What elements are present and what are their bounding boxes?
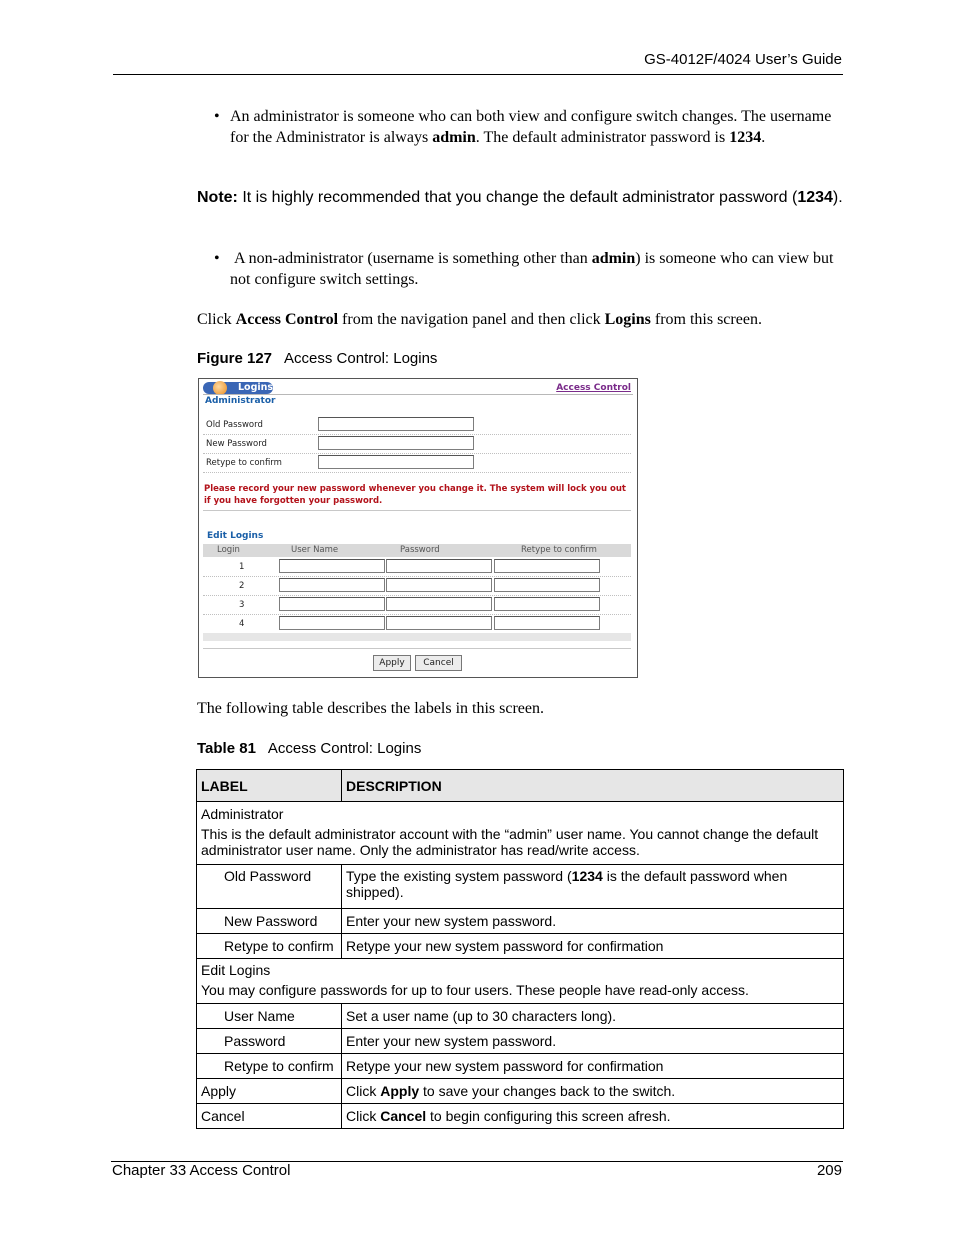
bullet-text: . The default administrator password is: [475, 128, 730, 146]
bullet-text: .: [761, 128, 766, 146]
logins-tab-label: Logins: [238, 382, 274, 393]
new-password-input[interactable]: [318, 436, 474, 450]
intro-text: Click: [197, 311, 236, 328]
retype-confirm-input[interactable]: [318, 455, 474, 469]
logins-tab-icon: [213, 381, 227, 395]
footer-chapter: Chapter 33 Access Control: [112, 1162, 291, 1179]
user-name-input[interactable]: [279, 578, 385, 592]
row-label: User Name: [197, 1004, 342, 1029]
table-row: [197, 865, 844, 909]
password-input[interactable]: [386, 616, 492, 630]
table-row: [197, 1004, 844, 1029]
description-text: to save your changes back to the switch.: [419, 1083, 676, 1099]
bullet-bold: admin: [591, 250, 636, 267]
table-caption: [197, 740, 421, 757]
note-text: ).: [832, 189, 843, 206]
description-text: is the default password when shipped).: [346, 868, 788, 900]
row-divider: [203, 595, 631, 596]
intro-text: from the navigation panel and then click: [338, 311, 605, 328]
col-login: Login: [217, 545, 240, 555]
row-divider: [203, 434, 631, 435]
col-retype: Retype to confirm: [521, 545, 597, 555]
col-user-name: User Name: [291, 545, 339, 555]
retype-password-input[interactable]: [494, 616, 600, 630]
table-row: [197, 959, 844, 1004]
table-row: [197, 1104, 844, 1129]
col-password: Password: [400, 545, 440, 555]
description-text: Click: [346, 1083, 381, 1099]
description-text: Type the existing system password (: [346, 868, 572, 884]
logins-screen-figure: [198, 378, 638, 678]
user-name-input[interactable]: [279, 559, 385, 573]
logins-table-header: [203, 544, 631, 557]
bullet-text: A non-administrator (username is something other than: [234, 250, 592, 267]
login-row-number: 4: [239, 619, 245, 629]
login-row-number: 2: [239, 581, 245, 591]
row-label: Old Password: [197, 865, 342, 909]
note-label: Note:: [197, 189, 238, 206]
header-label: LABEL: [197, 770, 342, 802]
footer-page-number: 209: [816, 1162, 842, 1179]
row-divider: [203, 453, 631, 454]
new-password-label: New Password: [206, 439, 267, 449]
note-text: It is highly recommended that you change the default administrator password (: [242, 189, 798, 206]
row-label: New Password: [197, 909, 342, 934]
administrator-heading: Administrator: [201, 806, 284, 822]
table-row: [197, 1029, 844, 1054]
row-description: Retype your new system password for confirmation: [342, 934, 844, 959]
retype-password-input[interactable]: [494, 559, 600, 573]
row-label: Retype to confirm: [197, 1054, 342, 1079]
old-password-input[interactable]: [318, 417, 474, 431]
bullet-nonadmin-text: [230, 249, 840, 290]
row-divider: [203, 472, 631, 473]
table-row: [197, 934, 844, 959]
row-description: Retype your new system password for confirmation: [342, 1054, 844, 1079]
row-description: [342, 1104, 844, 1129]
cancel-button[interactable]: Cancel: [415, 655, 462, 671]
intro-paragraph: [197, 311, 762, 329]
login-row-number: 3: [239, 600, 245, 610]
row-label: Apply: [197, 1079, 342, 1104]
user-name-input[interactable]: [279, 597, 385, 611]
bullet-bold: 1234: [729, 128, 762, 146]
edit-logins-description: You may configure passwords for up to four users. These people have read-only access.: [201, 982, 749, 998]
table-header-row: [197, 770, 844, 802]
page-header-title: GS-4012F/4024 User’s Guide: [644, 51, 842, 68]
table-title: Access Control: Logins: [267, 740, 422, 757]
row-divider: [203, 576, 631, 577]
description-bold: 1234: [571, 868, 603, 884]
edit-logins-section-cell: [197, 959, 844, 1004]
row-label: Retype to confirm: [197, 934, 342, 959]
access-control-link[interactable]: Access Control: [556, 383, 631, 393]
table-number: Table 81: [197, 740, 256, 757]
description-text: Click: [346, 1108, 381, 1124]
edit-logins-section-title: Edit Logins: [207, 531, 264, 541]
row-description: [342, 865, 844, 909]
bullet-text: ) is someone who can view but not configure switch settings.: [230, 250, 834, 288]
bullet-bold: admin: [432, 128, 476, 146]
row-description: Enter your new system password.: [342, 909, 844, 934]
section-divider: [203, 510, 631, 511]
figure-caption: [197, 350, 437, 367]
note-bold: 1234: [797, 189, 833, 206]
password-warning: Please record your new password whenever you change it. The system will lock you out if you have forgotten your password.: [204, 484, 626, 506]
figure-number: Figure 127: [197, 350, 273, 367]
table-row: [197, 909, 844, 934]
header-description: DESCRIPTION: [342, 770, 844, 802]
bullet-text: An administrator is someone who can both view and configure switch changes. The username for the Administrator is always: [230, 108, 832, 146]
header-rule: [113, 74, 843, 75]
table-row: [197, 802, 844, 865]
password-input[interactable]: [386, 578, 492, 592]
top-divider: [203, 394, 633, 395]
table-intro: The following table describes the labels in this screen.: [197, 700, 545, 717]
table-row: [197, 1054, 844, 1079]
intro-text: from this screen.: [650, 311, 762, 328]
administrator-section-title: Administrator: [205, 396, 276, 406]
intro-bold: Access Control: [235, 311, 339, 328]
description-bold: Apply: [380, 1083, 420, 1099]
row-divider: [203, 614, 631, 615]
figure-title: Access Control: Logins: [284, 350, 438, 367]
section-divider: [203, 648, 631, 649]
password-input[interactable]: [386, 559, 492, 573]
intro-bold: Logins: [604, 311, 651, 328]
edit-logins-heading: Edit Logins: [201, 962, 271, 978]
row-description: Enter your new system password.: [342, 1029, 844, 1054]
login-row-number: 1: [239, 562, 245, 572]
description-text: to begin configuring this screen afresh.: [426, 1108, 671, 1124]
table-row: [197, 1079, 844, 1104]
labels-description-table: [196, 769, 844, 1129]
retype-password-input[interactable]: [494, 597, 600, 611]
administrator-description: This is the default administrator account with the “admin” user name. You cannot change the default administrator user name. Only the administrator has read/write access.: [201, 826, 819, 858]
table-footer-bar: [203, 633, 631, 641]
apply-button[interactable]: Apply: [373, 655, 411, 671]
retype-password-input[interactable]: [494, 578, 600, 592]
administrator-section-cell: [197, 802, 844, 865]
bullet-admin-text: [230, 107, 840, 148]
password-input[interactable]: [386, 597, 492, 611]
row-label: Cancel: [197, 1104, 342, 1129]
retype-confirm-label: Retype to confirm: [206, 458, 282, 468]
row-label: Password: [197, 1029, 342, 1054]
bullet-marker: •: [214, 108, 220, 125]
row-description: [342, 1079, 844, 1104]
row-description: Set a user name (up to 30 characters long).: [342, 1004, 844, 1029]
user-name-input[interactable]: [279, 616, 385, 630]
note-block: [197, 188, 847, 208]
old-password-label: Old Password: [206, 420, 263, 430]
description-bold: Cancel: [380, 1108, 427, 1124]
bullet-marker: •: [214, 250, 220, 267]
